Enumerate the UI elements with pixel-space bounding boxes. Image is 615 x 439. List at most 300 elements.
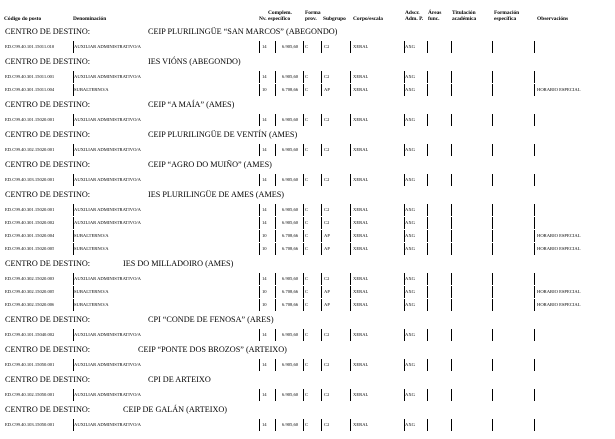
cell-forma-prov: C [305, 207, 309, 212]
column-divider [275, 217, 276, 229]
cell-forma-prov: C [305, 289, 309, 294]
section-label: CENTRO DE DESTINO: [5, 100, 91, 109]
cell-observacions: HORARIO ESPECIAL [537, 289, 581, 294]
table-row [0, 144, 615, 156]
section-name: IES DO MILLADOIRO (AMES) [123, 259, 234, 268]
column-divider [427, 144, 428, 156]
cell-corpo: XERAL [353, 422, 369, 427]
column-divider [303, 174, 304, 186]
cell-adscr: AXG [405, 246, 415, 251]
column-divider [321, 217, 322, 229]
cell-complement: 6.905,60 [282, 392, 299, 397]
column-divider [259, 273, 260, 285]
column-divider [451, 273, 452, 285]
table-row [0, 71, 615, 83]
cell-complement: 6.708,66 [282, 289, 299, 294]
column-divider [275, 174, 276, 186]
cell-level: 10 [262, 233, 267, 238]
cell-denomination: SUBALTERNO/A [74, 233, 109, 238]
cell-complement: 6.905,60 [282, 44, 299, 49]
cell-level: 10 [262, 87, 267, 92]
column-divider [534, 359, 535, 371]
column-divider [303, 273, 304, 285]
cell-complement: 6.708,66 [282, 233, 299, 238]
cell-code: ED.C99.40.102.15020.001 [5, 147, 55, 152]
cell-code: ED.C99.40.301.15020.004 [5, 233, 55, 238]
column-divider [451, 419, 452, 431]
column-divider [427, 273, 428, 285]
column-divider [321, 144, 322, 156]
column-divider [275, 114, 276, 126]
cell-corpo: XERAL [353, 220, 369, 225]
column-divider [259, 84, 260, 96]
cell-denomination: SUBALTERNO/A [74, 289, 109, 294]
section-name: CEIP “PONTE DOS BROZOS” (ARTEIXO) [138, 345, 287, 354]
column-divider [534, 299, 535, 311]
cell-denomination: SUBALTERNO/A [74, 302, 109, 307]
cell-code: ED.C99.40.102.15050.001 [5, 392, 55, 397]
column-divider [321, 71, 322, 83]
column-divider [321, 41, 322, 53]
cell-level: 10 [262, 302, 267, 307]
table-row [0, 359, 615, 371]
section-name: CEIP PLURILINGÜE DE VENTÍN (AMES) [148, 130, 298, 139]
cell-adscr: AXG [405, 362, 415, 367]
column-divider [534, 230, 535, 242]
column-divider [275, 204, 276, 216]
section-label: CENTRO DE DESTINO: [5, 375, 91, 384]
cell-subgrupo: AP [324, 289, 330, 294]
column-divider [275, 329, 276, 341]
column-divider [259, 114, 260, 126]
column-divider [275, 84, 276, 96]
section-label: CENTRO DE DESTINO: [5, 190, 91, 199]
column-divider [534, 114, 535, 126]
column-divider [350, 71, 351, 83]
cell-level: 14 [262, 362, 267, 367]
cell-forma-prov: C [305, 233, 309, 238]
table-row [0, 174, 615, 186]
column-divider [259, 71, 260, 83]
column-divider [451, 359, 452, 371]
column-divider [275, 286, 276, 298]
column-divider [321, 273, 322, 285]
column-divider [321, 329, 322, 341]
column-divider [350, 273, 351, 285]
section-label: CENTRO DE DESTINO: [5, 259, 91, 268]
column-divider [350, 41, 351, 53]
cell-code: ED.C99.40.302.15020.006 [5, 302, 55, 307]
cell-denomination: AUXILIAR ADMINISTRATIVO/A [74, 177, 141, 182]
column-divider [492, 144, 493, 156]
cell-subgrupo: C2 [324, 177, 330, 182]
column-divider [275, 299, 276, 311]
cell-code: ED.C99.40.301.15011.001 [5, 74, 55, 79]
cell-code: ED.C99.40.103.15020.001 [5, 177, 55, 182]
header-denomination: Denominación [73, 16, 107, 22]
cell-forma-prov: C [305, 276, 309, 281]
table-row [0, 419, 615, 431]
cell-observacions: HORARIO ESPECIAL [537, 87, 581, 92]
column-divider [303, 286, 304, 298]
cell-complement: 6.905,60 [282, 117, 299, 122]
column-divider [427, 299, 428, 311]
column-divider [451, 144, 452, 156]
column-divider [303, 114, 304, 126]
column-divider [259, 329, 260, 341]
header-complement: Complem. Nv. específico [259, 9, 292, 22]
cell-corpo: XERAL [353, 392, 369, 397]
cell-subgrupo: C2 [324, 332, 330, 337]
cell-code: ED.C99.40.101.15040.002 [5, 332, 55, 337]
cell-adscr: AXG [405, 207, 415, 212]
section-name: CPI DE ARTEIXO [148, 375, 211, 384]
column-divider [303, 204, 304, 216]
cell-adscr: AXG [405, 289, 415, 294]
cell-denomination: AUXILIAR ADMINISTRATIVO/A [74, 207, 141, 212]
cell-level: 14 [262, 276, 267, 281]
cell-complement: 6.708,66 [282, 246, 299, 251]
table-row [0, 114, 615, 126]
cell-level: 14 [262, 74, 267, 79]
column-divider [303, 243, 304, 255]
cell-complement: 6.708,66 [282, 87, 299, 92]
cell-adscr: AXG [405, 117, 415, 122]
cell-forma-prov: C [305, 392, 309, 397]
column-divider [492, 243, 493, 255]
cell-level: 10 [262, 289, 267, 294]
cell-corpo: XERAL [353, 302, 369, 307]
header-observacions: Observacións [537, 16, 569, 22]
column-divider [451, 71, 452, 83]
column-divider [303, 389, 304, 401]
column-divider [350, 114, 351, 126]
column-divider [427, 217, 428, 229]
column-divider [259, 217, 260, 229]
column-divider [534, 243, 535, 255]
column-divider [303, 144, 304, 156]
cell-complement: 6.905,60 [282, 147, 299, 152]
column-divider [427, 71, 428, 83]
column-divider [321, 359, 322, 371]
column-divider [451, 299, 452, 311]
column-divider [534, 144, 535, 156]
cell-complement: 6.905,60 [282, 362, 299, 367]
cell-subgrupo: C2 [324, 276, 330, 281]
column-divider [451, 243, 452, 255]
column-divider [259, 359, 260, 371]
cell-level: 14 [262, 422, 267, 427]
column-divider [534, 217, 535, 229]
column-divider [350, 204, 351, 216]
cell-forma-prov: C [305, 44, 309, 49]
cell-complement: 6.905,60 [282, 220, 299, 225]
cell-adscr: AXG [405, 147, 415, 152]
column-divider [350, 84, 351, 96]
cell-complement: 6.708,66 [282, 302, 299, 307]
header-formacion: Formación específica [494, 9, 520, 22]
column-divider [492, 389, 493, 401]
cell-denomination: AUXILIAR ADMINISTRATIVO/A [74, 117, 141, 122]
column-divider [427, 329, 428, 341]
header-areas: Áreas func. [428, 9, 442, 22]
cell-forma-prov: C [305, 246, 309, 251]
column-divider [303, 230, 304, 242]
column-divider [427, 41, 428, 53]
column-divider [427, 114, 428, 126]
cell-denomination: AUXILIAR ADMINISTRATIVO/A [74, 74, 141, 79]
column-divider [492, 41, 493, 53]
cell-adscr: AXG [405, 422, 415, 427]
column-divider [259, 299, 260, 311]
cell-complement: 6.905,60 [282, 422, 299, 427]
column-divider [321, 286, 322, 298]
cell-corpo: XERAL [353, 207, 369, 212]
cell-denomination: SUBALTERNO/A [74, 87, 109, 92]
cell-level: 14 [262, 332, 267, 337]
column-divider [492, 174, 493, 186]
cell-corpo: XERAL [353, 233, 369, 238]
cell-denomination: AUXILIAR ADMINISTRATIVO/A [74, 332, 141, 337]
table-row [0, 217, 615, 229]
column-divider [321, 299, 322, 311]
cell-corpo: XERAL [353, 276, 369, 281]
cell-denomination: AUXILIAR ADMINISTRATIVO/A [74, 276, 141, 281]
cell-corpo: XERAL [353, 147, 369, 152]
column-divider [303, 217, 304, 229]
cell-code: ED.C99.40.302.15020.003 [5, 276, 55, 281]
cell-forma-prov: C [305, 147, 309, 152]
cell-denomination: AUXILIAR ADMINISTRATIVO/A [74, 220, 141, 225]
section-label: CENTRO DE DESTINO: [5, 315, 91, 324]
cell-forma-prov: C [305, 220, 309, 225]
cell-observacions: HORARIO ESPECIAL [537, 246, 581, 251]
cell-complement: 6.905,60 [282, 207, 299, 212]
column-divider [350, 174, 351, 186]
column-divider [321, 174, 322, 186]
section-label: CENTRO DE DESTINO: [5, 27, 91, 36]
column-divider [534, 41, 535, 53]
cell-subgrupo: C2 [324, 422, 330, 427]
column-divider [275, 389, 276, 401]
cell-adscr: AXG [405, 276, 415, 281]
column-divider [492, 84, 493, 96]
cell-adscr: AXG [405, 233, 415, 238]
cell-level: 14 [262, 220, 267, 225]
cell-level: 10 [262, 246, 267, 251]
column-divider [259, 230, 260, 242]
column-divider [303, 71, 304, 83]
column-divider [350, 419, 351, 431]
column-divider [275, 71, 276, 83]
cell-complement: 6.905,60 [282, 276, 299, 281]
column-divider [259, 174, 260, 186]
table-row [0, 299, 615, 311]
column-divider [350, 144, 351, 156]
column-divider [350, 329, 351, 341]
column-divider [259, 419, 260, 431]
cell-forma-prov: C [305, 87, 309, 92]
column-divider [451, 41, 452, 53]
cell-level: 14 [262, 147, 267, 152]
column-divider [275, 359, 276, 371]
section-name: CPI “CONDE DE FENOSA” (ARES) [148, 315, 274, 324]
header-titulacion: Titulación académica [452, 9, 477, 22]
cell-code: ED.C99.40.302.15020.005 [5, 289, 55, 294]
column-divider [321, 204, 322, 216]
cell-adscr: AXG [405, 87, 415, 92]
cell-subgrupo: C2 [324, 220, 330, 225]
column-divider [492, 273, 493, 285]
cell-adscr: AXG [405, 44, 415, 49]
column-divider [427, 174, 428, 186]
cell-forma-prov: C [305, 177, 309, 182]
header-subgrupo: Subgrupo [323, 16, 346, 22]
cell-level: 14 [262, 392, 267, 397]
column-divider [303, 299, 304, 311]
column-divider [492, 217, 493, 229]
section-label: CENTRO DE DESTINO: [5, 405, 91, 414]
cell-subgrupo: AP [324, 233, 330, 238]
cell-subgrupo: C2 [324, 207, 330, 212]
column-divider [350, 359, 351, 371]
cell-corpo: XERAL [353, 246, 369, 251]
column-divider [321, 230, 322, 242]
column-divider [534, 419, 535, 431]
section-name: CEIP “A MAÍA” (AMES) [148, 100, 235, 109]
header-corpo: Corpo/escala [353, 16, 383, 22]
column-divider [534, 286, 535, 298]
column-divider [321, 114, 322, 126]
column-divider [451, 286, 452, 298]
table-row [0, 286, 615, 298]
cell-corpo: XERAL [353, 362, 369, 367]
column-divider [427, 389, 428, 401]
cell-forma-prov: C [305, 362, 309, 367]
column-divider [303, 84, 304, 96]
section-label: CENTRO DE DESTINO: [5, 130, 91, 139]
column-divider [534, 389, 535, 401]
column-divider [451, 329, 452, 341]
cell-denomination: AUXILIAR ADMINISTRATIVO/A [74, 422, 141, 427]
table-row [0, 41, 615, 53]
cell-subgrupo: C2 [324, 392, 330, 397]
section-label: CENTRO DE DESTINO: [5, 160, 91, 169]
column-divider [451, 217, 452, 229]
column-divider [492, 329, 493, 341]
column-divider [451, 114, 452, 126]
column-divider [259, 144, 260, 156]
column-divider [275, 419, 276, 431]
section-label: CENTRO DE DESTINO: [5, 345, 91, 354]
cell-code: ED.C99.40.301.15020.001 [5, 207, 55, 212]
header-adscr: Adscr. Adm. P. [405, 9, 424, 22]
cell-corpo: XERAL [353, 289, 369, 294]
column-divider [259, 41, 260, 53]
cell-denomination: AUXILIAR ADMINISTRATIVO/A [74, 392, 141, 397]
column-divider [259, 204, 260, 216]
column-divider [451, 230, 452, 242]
cell-denomination: AUXILIAR ADMINISTRATIVO/A [74, 147, 141, 152]
column-divider [427, 204, 428, 216]
cell-complement: 6.905,60 [282, 177, 299, 182]
table-row [0, 389, 615, 401]
cell-forma-prov: C [305, 117, 309, 122]
column-divider [275, 230, 276, 242]
table-row [0, 230, 615, 242]
cell-complement: 6.905,60 [282, 74, 299, 79]
column-divider [350, 286, 351, 298]
cell-code: ED.C99.40.103.15050.001 [5, 422, 55, 427]
cell-adscr: AXG [405, 392, 415, 397]
column-divider [451, 174, 452, 186]
cell-level: 14 [262, 177, 267, 182]
cell-corpo: XERAL [353, 117, 369, 122]
cell-forma-prov: C [305, 74, 309, 79]
cell-code: ED.C99.40.101.15011.010 [5, 44, 55, 49]
column-divider [321, 84, 322, 96]
column-divider [492, 359, 493, 371]
cell-forma-prov: C [305, 302, 309, 307]
column-divider [534, 329, 535, 341]
cell-corpo: XERAL [353, 74, 369, 79]
cell-observacions: HORARIO ESPECIAL [537, 302, 581, 307]
cell-subgrupo: C2 [324, 74, 330, 79]
cell-code: ED.C99.40.301.15011.004 [5, 87, 55, 92]
column-divider [427, 243, 428, 255]
header-forma-prov: Forma prov. [305, 9, 321, 22]
column-divider [259, 243, 260, 255]
column-divider [303, 41, 304, 53]
cell-subgrupo: C2 [324, 147, 330, 152]
cell-code: ED.C99.40.301.15020.005 [5, 246, 55, 251]
column-divider [303, 359, 304, 371]
column-divider [534, 273, 535, 285]
table-row [0, 84, 615, 96]
cell-code: ED.C99.40.301.15020.002 [5, 220, 55, 225]
column-divider [492, 299, 493, 311]
column-divider [534, 204, 535, 216]
column-divider [350, 243, 351, 255]
column-divider [303, 419, 304, 431]
cell-denomination: SUBALTERNO/A [74, 246, 109, 251]
column-divider [321, 389, 322, 401]
column-divider [492, 419, 493, 431]
column-divider [427, 286, 428, 298]
column-divider [427, 419, 428, 431]
section-name: CEIP “AGRO DO MUIÑO” (AMES) [148, 160, 272, 169]
cell-subgrupo: AP [324, 302, 330, 307]
section-name: CEIP PLURILINGÜE “SAN MARCOS” (ABEGONDO) [148, 27, 338, 36]
cell-code: ED.C99.40.101.15020.001 [5, 117, 55, 122]
column-divider [350, 299, 351, 311]
cell-forma-prov: C [305, 422, 309, 427]
section-name: IES VIÓNS (ABEGONDO) [148, 57, 241, 66]
cell-denomination: AUXILIAR ADMINISTRATIVO/A [74, 44, 141, 49]
column-divider [427, 359, 428, 371]
column-divider [350, 389, 351, 401]
column-divider [275, 243, 276, 255]
table-row [0, 329, 615, 341]
column-divider [275, 144, 276, 156]
cell-level: 14 [262, 44, 267, 49]
cell-code: ED.C99.40.101.15050.001 [5, 362, 55, 367]
column-divider [492, 230, 493, 242]
cell-subgrupo: C2 [324, 117, 330, 122]
column-divider [321, 243, 322, 255]
column-divider [275, 273, 276, 285]
cell-adscr: AXG [405, 74, 415, 79]
